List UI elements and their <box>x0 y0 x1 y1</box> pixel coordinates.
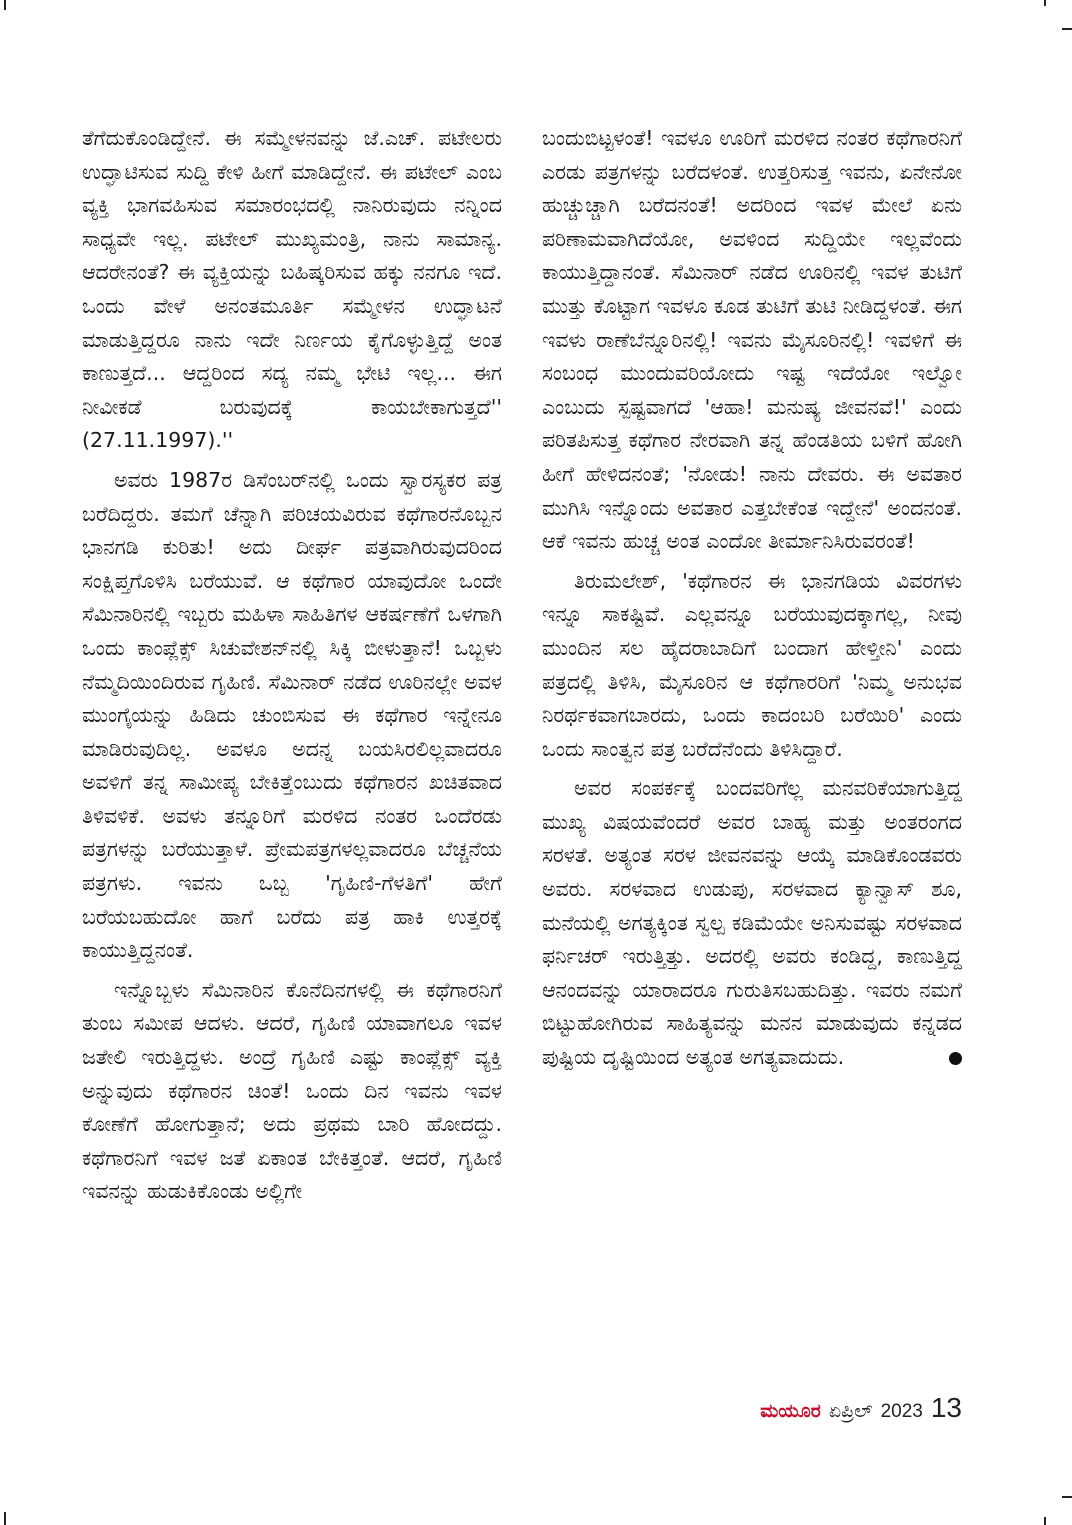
paragraph: ಬಂದುಬಿಟ್ಟಳಂತೆ! ಇವಳೂ ಊರಿಗೆ ಮರಳಿದ ನಂತರ ಕಥೆಗಾರನಿಗೆ ಎರಡು ಪತ್ರಗಳನ್ನು ಬರೆದಳಂತೆ. ಉತ್ತರಿಸುತ್ತ ಇವನು, ಏನೇನೋ ಹುಚ್ಚುಚ್ಚಾಗಿ ಬರೆದನಂತೆ! ಅದರಿಂದ ಇವಳ ಮೇಲೆ ಏನು ಪರಿಣಾಮವಾಗಿದೆಯೋ, ಅವಳಿಂದ ಸುದ್ದಿಯೇ ಇಲ್ಲವೆಂದು ಕಾಯುತ್ತಿದ್ದಾನಂತೆ. ಸೆಮಿನಾರ್ ನಡೆದ ಊರಿನಲ್ಲಿ ಇವಳ ತುಟಿಗೆ ಮುತ್ತು ಕೊಟ್ಟಾಗ ಇವಳೂ ಕೂಡ ತುಟಿಗೆ ತುಟಿ ನೀಡಿದ್ದಳಂತೆ. ಈಗ ಇವಳು ರಾಣೆಬೆನ್ನೂರಿನಲ್ಲಿ! ಇವನು ಮೈಸೂರಿನಲ್ಲಿ! ಇವಳಿಗೆ ಈ ಸಂಬಂಧ ಮುಂದುವರಿಯೋದು ಇಷ್ಟ ಇದೆಯೋ ಇಲ್ವೋ ಎಂಬುದು ಸ್ಪಷ್ಟವಾಗದೆ 'ಆಹಾ! ಮನುಷ್ಯ ಜೀವನವೆ!' ಎಂದು ಪರಿತಪಿಸುತ್ತ ಕಥೆಗಾರ ನೇರವಾಗಿ ತನ್ನ ಹೆಂಡತಿಯ ಬಳಿಗೆ ಹೋಗಿ ಹೀಗೆ ಹೇಳಿದನಂತೆ; 'ನೋಡು! ನಾನು ದೇವರು. ಈ ಅವತಾರ ಮುಗಿಸಿ ಇನ್ನೊಂದು ಅವತಾರ ಎತ್ತಬೇಕೆಂತ ಇದ್ದೇನೆ' ಅಂದನಂತೆ. ಆಕೆ ಇವನು ಹುಚ್ಚ ಅಂತ ಎಂದೋ ತೀರ್ಮಾನಿಸಿರುವರಂತೆ! <box>542 126 962 554</box>
paragraph: ತೆಗೆದುಕೊಂಡಿದ್ದೇನೆ. ಈ ಸಮ್ಮೇಳನವನ್ನು ಜೆ.ಎಚ್. ಪಟೇಲರು ಉದ್ಘಾಟಿಸುವ ಸುದ್ದಿ ಕೇಳಿ ಹೀಗೆ ಮಾಡಿದ್ದೇನೆ. ಈ ಪಟೇಲ್ ಎಂಬ ವ್ಯಕ್ತಿ ಭಾಗವಹಿಸುವ ಸಮಾರಂಭದಲ್ಲಿ ನಾನಿರುವುದು ನನ್ನಿಂದ ಸಾಧ್ಯವೇ ಇಲ್ಲ. ಪಟೇಲ್ ಮುಖ್ಯಮಂತ್ರಿ, ನಾನು ಸಾಮಾನ್ಯ. ಆದರೇನಂತೆ? ಈ ವ್ಯಕ್ತಿಯನ್ನು ಬಹಿಷ್ಕರಿಸುವ ಹಕ್ಕು ನನಗೂ ಇದೆ. ಒಂದು ವೇಳೆ ಅನಂತಮೂರ್ತಿ ಸಮ್ಮೇಳನ ಉದ್ಘಾಟನೆ ಮಾಡುತ್ತಿದ್ದರೂ ನಾನು ಇದೇ ನಿರ್ಣಯ ಕೈಗೊಳ್ಳುತ್ತಿದ್ದೆ ಅಂತ ಕಾಣುತ್ತದೆ... ಆದ್ದರಿಂದ ಸದ್ಯ ನಮ್ಮ ಭೇಟಿ ಇಲ್ಲ... ಈಗ ನೀವೀಕಡೆ ಬರುವುದಕ್ಕೆ ಕಾಯಬೇಕಾಗುತ್ತದೆ'' (27.11.1997).'' <box>82 126 502 453</box>
paragraph: ಇನ್ನೊಬ್ಬಳು ಸೆಮಿನಾರಿನ ಕೊನೆದಿನಗಳಲ್ಲಿ ಈ ಕಥೆಗಾರನಿಗೆ ತುಂಬ ಸಮೀಪ ಆದಳು. ಆದರೆ, ಗೃಹಿಣಿ ಯಾವಾಗಲೂ ಇವಳ ಜತೇಲಿ ಇರುತ್ತಿದ್ದಳು. ಅಂದ್ರೆ ಗೃಹಿಣಿ ಎಷ್ಟು ಕಾಂಪ್ಲೆಕ್ಸ್ ವ್ಯಕ್ತಿ ಅನ್ನುವುದು ಕಥೆಗಾರನ ಚಿಂತೆ! ಒಂದು ದಿನ ಇವನು ಇವಳ ಕೋಣೆಗೆ ಹೋಗುತ್ತಾನೆ; ಅದು ಪ್ರಥಮ ಬಾರಿ ಹೋದದ್ದು. ಕಥೆಗಾರನಿಗೆ ಇವಳ ಜತೆ ಏಕಾಂತ ಬೇಕಿತ್ತಂತೆ. ಆದರೆ, ಗೃಹಿಣಿ ಇವನನ್ನು ಹುಡುಕಿಕೊಂಡು ಅಲ್ಲಿಗೇ <box>82 977 502 1204</box>
issue-month: ಏಪ್ರಿಲ್ <box>828 1400 873 1422</box>
paragraph-text: ಅವರ ಸಂಪರ್ಕಕ್ಕೆ ಬಂದವರಿಗೆಲ್ಲ ಮನವರಿಕೆಯಾಗುತ್ತಿದ್ದ ಮುಖ್ಯ ವಿಷಯವೆಂದರೆ ಅವರ ಬಾಹ್ಯ ಮತ್ತು ಅಂತರಂಗದ ಸರಳತೆ. ಅತ್ಯಂತ ಸರಳ ಜೀವನವನ್ನು ಆಯ್ಕೆ ಮಾಡಿಕೊಂಡವರು ಅವರು. ಸರಳವಾದ ಉಡುಪು, ಸರಳವಾದ ಕ್ಯಾನ್ವಾಸ್ ಶೂ, ಮನೆಯಲ್ಲಿ ಅಗತ್ಯಕ್ಕಿಂತ ಸ್ವಲ್ಪ ಕಡಿಮೆಯೇ ಅನಿಸುವಷ್ಟು ಸರಳವಾದ ಫರ್ನಿಚರ್ ಇರುತ್ತಿತ್ತು. ಅದರಲ್ಲಿ ಅವರು ಕಂಡಿದ್ದ, ಕಾಣುತ್ತಿದ್ದ ಆನಂದವನ್ನು ಯಾರಾದರೂ ಗುರುತಿಸಬಹುದಿತ್ತು. ಇವರು ನಮಗೆ ಬಿಟ್ಟುಹೋಗಿರುವ ಸಾಹಿತ್ಯವನ್ನು ಮನನ ಮಾಡುವುದು ಕನ್ನಡದ ಪುಷ್ಟಿಯ ದೃಷ್ಟಿಯಿಂದ ಅತ್ಯಂತ ಅಗತ್ಯವಾದುದು. <box>542 776 962 1070</box>
crop-mark-right-lower <box>1062 1496 1072 1498</box>
crop-mark-right-upper <box>1062 28 1072 30</box>
left-column <box>82 122 502 1209</box>
crop-mark-bottom-left <box>4 1512 6 1525</box>
right-column <box>542 122 962 1075</box>
crop-mark-top-right <box>1044 0 1046 6</box>
paragraph: ತಿರುಮಲೇಶ್, 'ಕಥೆಗಾರನ ಈ ಭಾನಗಡಿಯ ವಿವರಗಳು ಇನ್ನೂ ಸಾಕಷ್ಟಿವೆ. ಎಲ್ಲವನ್ನೂ ಬರೆಯುವುದಕ್ಕಾಗಲ್ಲ, ನೀವು ಮುಂದಿನ ಸಲ ಹೈದರಾಬಾದಿಗೆ ಬಂದಾಗ ಹೇಳ್ತೀನಿ' ಎಂದು ಪತ್ರದಲ್ಲಿ ತಿಳಿಸಿ, ಮೈಸೂರಿನ ಆ ಕಥೆಗಾರರಿಗೆ 'ನಿಮ್ಮ ಅನುಭವ ನಿರರ್ಥಕವಾಗಬಾರದು, ಒಂದು ಕಾದಂಬರಿ ಬರೆಯಿರಿ' ಎಂದು ಒಂದು ಸಾಂತ್ವನ ಪತ್ರ ಬರೆದೆನೆಂದು ತಿಳಿಸಿದ್ದಾರೆ. <box>542 568 962 761</box>
paragraph-final <box>542 772 962 1074</box>
page-footer <box>760 1392 962 1424</box>
crop-mark-top-left <box>4 0 6 10</box>
paragraph: ಅವರು 1987ರ ಡಿಸೆಂಬರ್‌ನಲ್ಲಿ ಒಂದು ಸ್ವಾರಸ್ಯಕರ ಪತ್ರ ಬರೆದಿದ್ದರು. ತಮಗೆ ಚೆನ್ನಾಗಿ ಪರಿಚಯವಿರುವ ಕಥೆಗಾರನೊಬ್ಬನ ಭಾನಗಡಿ ಕುರಿತು! ಅದು ದೀರ್ಘ ಪತ್ರವಾಗಿರುವುದರಿಂದ ಸಂಕ್ಷಿಪ್ತಗೊಳಿಸಿ ಬರೆಯುವೆ. ಆ ಕಥೆಗಾರ ಯಾವುದೋ ಒಂದೇ ಸೆಮಿನಾರಿನಲ್ಲಿ ಇಬ್ಬರು ಮಹಿಳಾ ಸಾಹಿತಿಗಳ ಆಕರ್ಷಣೆಗೆ ಒಳಗಾಗಿ ಒಂದು ಕಾಂಪ್ಲೆಕ್ಸ್ ಸಿಚುವೇಶನ್‌ನಲ್ಲಿ ಸಿಕ್ಕಿ ಬೀಳುತ್ತಾನೆ! ಒಬ್ಬಳು ನೆಮ್ಮದಿಯಿಂದಿರುವ ಗೃಹಿಣಿ. ಸೆಮಿನಾರ್ ನಡೆದ ಊರಿನಲ್ಲೇ ಅವಳ ಮುಂಗೈಯನ್ನು ಹಿಡಿದು ಚುಂಬಿಸುವ ಈ ಕಥೆಗಾರ ಇನ್ನೇನೂ ಮಾಡಿರುವುದಿಲ್ಲ. ಅವಳೂ ಅದನ್ನ ಬಯಸಿರಲಿಲ್ಲವಾದರೂ ಅವಳಿಗೆ ತನ್ನ ಸಾಮೀಪ್ಯ ಬೇಕಿತ್ತೆಂಬುದು ಕಥೆಗಾರನ ಖಚಿತವಾದ ತಿಳಿವಳಿಕೆ. ಅವಳು ತನ್ನೂರಿಗೆ ಮರಳಿದ ನಂತರ ಒಂದೆರಡು ಪತ್ರಗಳನ್ನು ಬರೆಯುತ್ತಾಳೆ. ಪ್ರೇಮಪತ್ರಗಳಲ್ಲವಾದರೂ ಬೆಚ್ಚನೆಯ ಪತ್ರಗಳು. ಇವನು ಒಬ್ಬ 'ಗೃಹಿಣಿ-ಗೆಳತಿಗೆ' ಹೇಗೆ ಬರೆಯಬಹುದೋ ಹಾಗೆ ಬರೆದು ಪತ್ರ ಹಾಕಿ ಉತ್ತರಕ್ಕೆ ಕಾಯುತ್ತಿದ್ದನಂತೆ. <box>82 467 502 963</box>
page-number: 13 <box>930 1392 962 1423</box>
crop-mark-bottom-right <box>1044 1517 1046 1525</box>
magazine-name: ಮಯೂರ <box>760 1400 821 1422</box>
end-of-article-bullet-icon <box>949 1052 962 1065</box>
issue-year: 2023 <box>880 1401 923 1422</box>
